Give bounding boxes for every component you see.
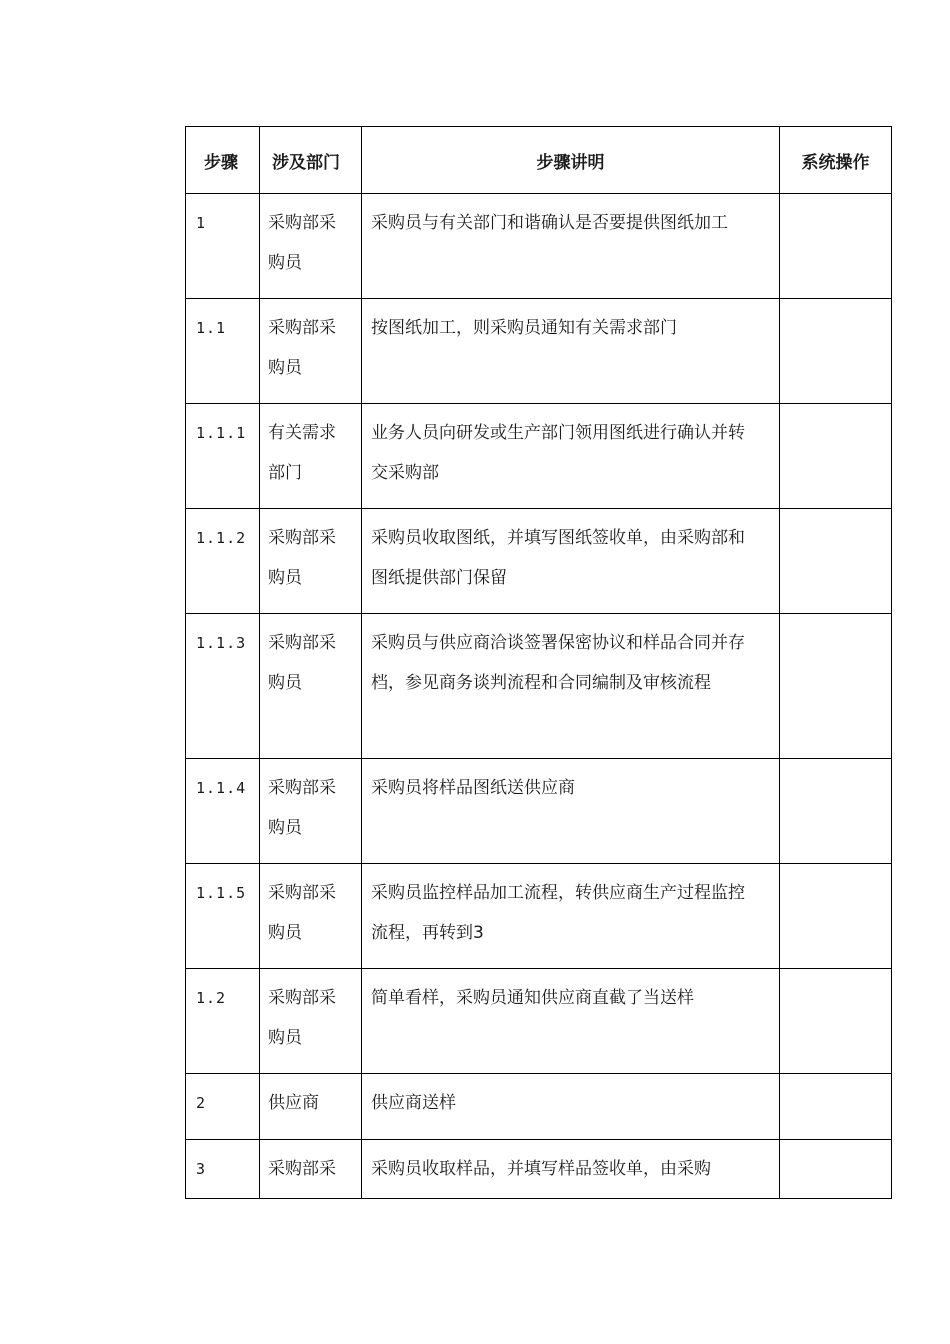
system-operation [780,854,891,874]
system-operation [780,959,891,979]
header-step: 步骤 [186,127,260,194]
procedure-table [185,126,892,1199]
step-description: 采购员收取图纸，并填写图纸签收单，由采购部和图纸提供部门保留 [371,528,745,588]
table-row [186,509,892,614]
department: 采购部采购员 [268,988,336,1048]
step-number: 1 [196,214,207,232]
step-number: 1.1 [196,319,227,337]
department: 采购部采购员 [268,213,336,273]
system-operation [780,604,891,624]
step-description: 采购员监控样品加工流程，转供应商生产过程监控流程，再转到3 [371,883,745,943]
department: 采购部采购员 [268,528,336,588]
table-row [186,194,892,299]
department: 供应商 [268,1093,319,1113]
table-row [186,404,892,509]
department: 采购部采 [268,1159,336,1179]
system-operation [780,184,891,204]
step-number: 2 [196,1094,207,1112]
department: 采购部采购员 [268,633,336,693]
system-operation [780,499,891,519]
system-operation [780,1064,891,1084]
step-description: 简单看样，采购员通知供应商直截了当送样 [371,988,694,1008]
step-description: 按图纸加工，则采购员通知有关需求部门 [371,318,677,338]
step-number: 1.1.1 [196,424,247,442]
step-number: 1.1.3 [196,634,247,652]
step-description: 业务人员向研发或生产部门领用图纸进行确认并转交采购部 [371,423,745,483]
step-number: 1.1.4 [196,779,247,797]
step-number: 1.1.5 [196,884,247,902]
header-department: 涉及部门 [260,127,362,194]
system-operation [780,394,891,414]
step-description: 采购员收取样品，并填写样品签收单，由采购 [371,1159,711,1179]
department: 采购部采购员 [268,318,336,378]
header-system-operation: 系统操作 [780,127,892,194]
system-operation [780,749,891,769]
table-row [186,969,892,1074]
system-operation [780,1130,891,1150]
system-operation [780,289,891,309]
table-row [186,759,892,864]
table-row [186,299,892,404]
step-number: 3 [196,1160,207,1178]
step-description: 供应商送样 [371,1093,456,1113]
table-row [186,1140,892,1199]
department: 采购部采购员 [268,883,336,943]
header-description: 步骤讲明 [362,127,780,194]
step-number: 1.2 [196,989,227,1007]
step-description: 采购员将样品图纸送供应商 [371,778,575,798]
department: 采购部采购员 [268,778,336,838]
step-number: 1.1.2 [196,529,247,547]
step-description: 采购员与供应商洽谈签署保密协议和样品合同并存档，参见商务谈判流程和合同编制及审核流程 [371,633,745,693]
step-description: 采购员与有关部门和谐确认是否要提供图纸加工 [371,213,728,233]
table-row [186,864,892,969]
department: 有关需求部门 [268,423,336,483]
table-row [186,614,892,759]
